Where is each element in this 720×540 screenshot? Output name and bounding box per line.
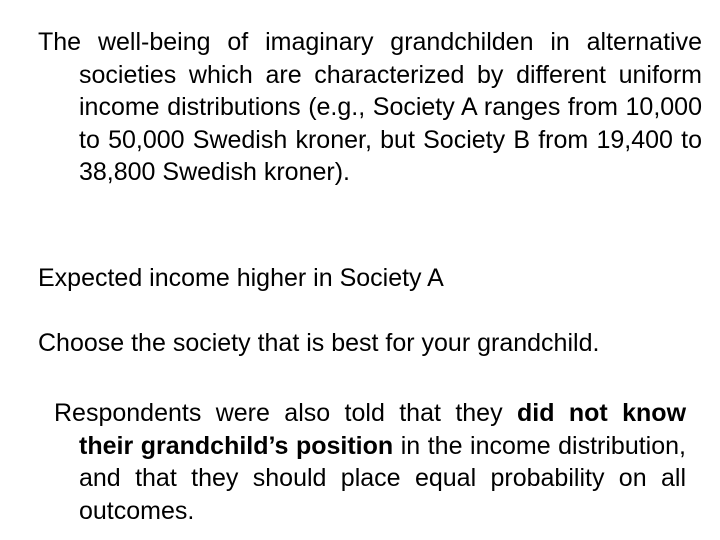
expected-income-statement: Expected income higher in Society A: [38, 264, 444, 292]
description-paragraph: The well-being of imaginary grandchilden in alternative societies which are characterized by different uniform income distributions (e.g., Society A ranges from 10,000 to 50,000 Swedish kroner, but Society B from 19,400 to 38,800 Swedish kroner).: [38, 28, 702, 186]
choice-instruction: Choose the society that is best for your grandchild.: [38, 329, 600, 357]
respondent-note-paragraph: [54, 397, 686, 527]
respondent-note-text-2: in the income distribution, and that they should place equal probability on all outcomes.: [79, 431, 686, 525]
respondent-note-emphasis: did not know their grandchild’s position: [79, 399, 687, 460]
respondent-note-text-1: Respondents were also told that they: [54, 399, 517, 427]
